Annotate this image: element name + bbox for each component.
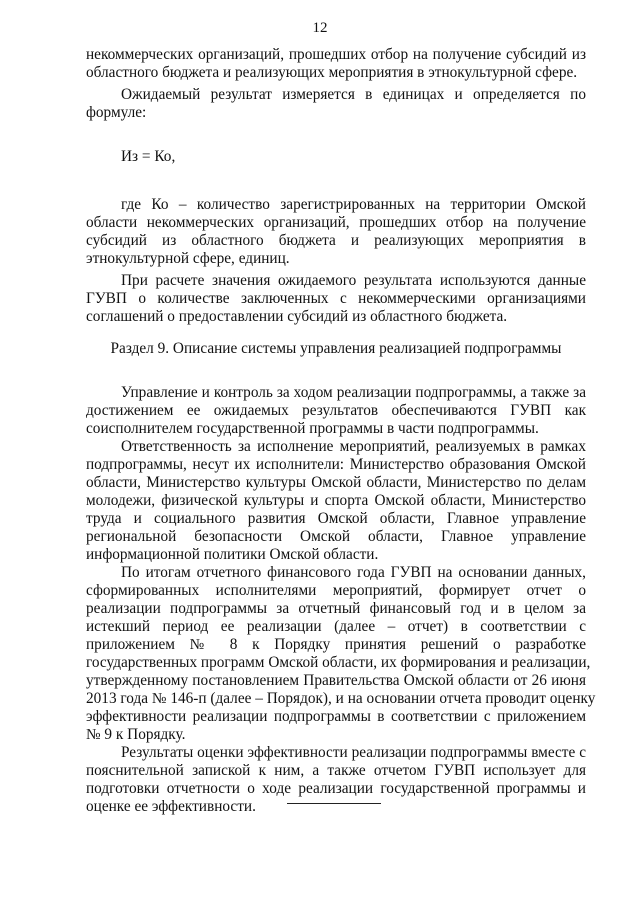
text-line: Ответственность за исполнение мероприятий, реализуемых в рамках [121, 438, 586, 455]
text-line: субсидий из областного бюджета и реализующих мероприятия в [86, 232, 586, 249]
text-line: государственных программ Омской области, их формирования и реализации, [86, 654, 591, 671]
text-line: оценке ее эффективности. [86, 798, 256, 815]
text-line: областного бюджета и реализующих мероприятия в этнокультурной сфере. [86, 64, 578, 81]
text-line: соисполнителем государственной программы в части подпрограммы. [86, 420, 539, 437]
paragraph-data-source [86, 272, 586, 326]
paragraph-expected-result [86, 86, 586, 122]
text-line: подготовки отчетности о ходе реализации государственной программы и [86, 780, 586, 797]
text-line: реализации подпрограммы за отчетный финансовый год и в целом за [86, 600, 586, 617]
page-number: 12 [312, 20, 328, 36]
text-line: пояснительной запиской к ним, а также отчетом ГУВП использует для [86, 762, 586, 779]
text-line: региональной безопасности Омской области, Главное управление [86, 528, 586, 545]
paragraph-responsibility [86, 438, 586, 564]
text-line: области, Министерство культуры Омской области, Министерство по делам [86, 474, 586, 491]
paragraph-formula-explanation [86, 196, 586, 268]
formula [86, 148, 586, 166]
text-line: соглашений о предоставлении субсидий из областного бюджета. [86, 308, 508, 325]
text-line: некоммерческих организаций, прошедших отбор на получение субсидий из [86, 46, 586, 63]
formula-text: Из = Ко, [121, 148, 176, 165]
paragraph-management [86, 384, 586, 438]
text-line: приложением № 8 к Порядку принятия решений о разработке [86, 636, 586, 653]
text-line: Ожидаемый результат измеряется в единицах и определяется по [121, 86, 586, 103]
text-line: утвержденному постановлением Правительства Омской области от 26 июня [86, 672, 586, 689]
text-line: этнокультурной сфере, единиц. [86, 250, 290, 267]
text-line: При расчете значения ожидаемого результата используются данные [121, 272, 586, 289]
text-line: достижением ее ожидаемых результатов обеспечиваются ГУВП как [86, 402, 586, 419]
text-line: информационной политики Омской области. [86, 546, 379, 563]
text-line: Результаты оценки эффективности реализации подпрограммы вместе с [121, 744, 586, 761]
paragraph-continuation [86, 46, 586, 82]
paragraph-reporting [86, 564, 596, 744]
text-line: труда и социального развития Омской области, Главное управление [86, 510, 586, 527]
paragraph-evaluation-results [86, 744, 586, 816]
section-heading [86, 340, 586, 358]
end-separator-line [287, 803, 381, 804]
text-line: По итогам отчетного финансового года ГУВП на основании данных, [121, 564, 586, 581]
text-line: ГУВП о количестве заключенных с некоммерческими организациями [86, 290, 586, 307]
text-line: молодежи, физической культуры и спорта Омской области, Министерство [86, 492, 586, 509]
text-line: области некоммерческих организаций, прошедших отбор на получение [86, 214, 586, 231]
text-line: 2013 года № 146-п (далее – Порядок), и на основании отчета проводит оценку [86, 690, 596, 707]
document-body [86, 46, 596, 816]
text-line: истекший период ее реализации (далее – отчет) в соответствии с [86, 618, 586, 635]
text-line: эффективности реализации подпрограммы в соответствии с приложением [86, 708, 586, 725]
text-line: подпрограммы, несут их исполнители: Министерство образования Омской [86, 456, 586, 473]
text-line: где Ко – количество зарегистрированных на территории Омской [121, 196, 586, 213]
text-line: Управление и контроль за ходом реализации подпрограммы, а также за [121, 384, 586, 401]
text-line: сформированных исполнителями мероприятий, формирует отчет о [86, 582, 586, 599]
text-line: формуле: [86, 104, 147, 121]
text-line: № 9 к Порядку. [86, 726, 186, 743]
section-heading-text: Раздел 9. Описание системы управления реализацией подпрограммы [110, 340, 562, 357]
